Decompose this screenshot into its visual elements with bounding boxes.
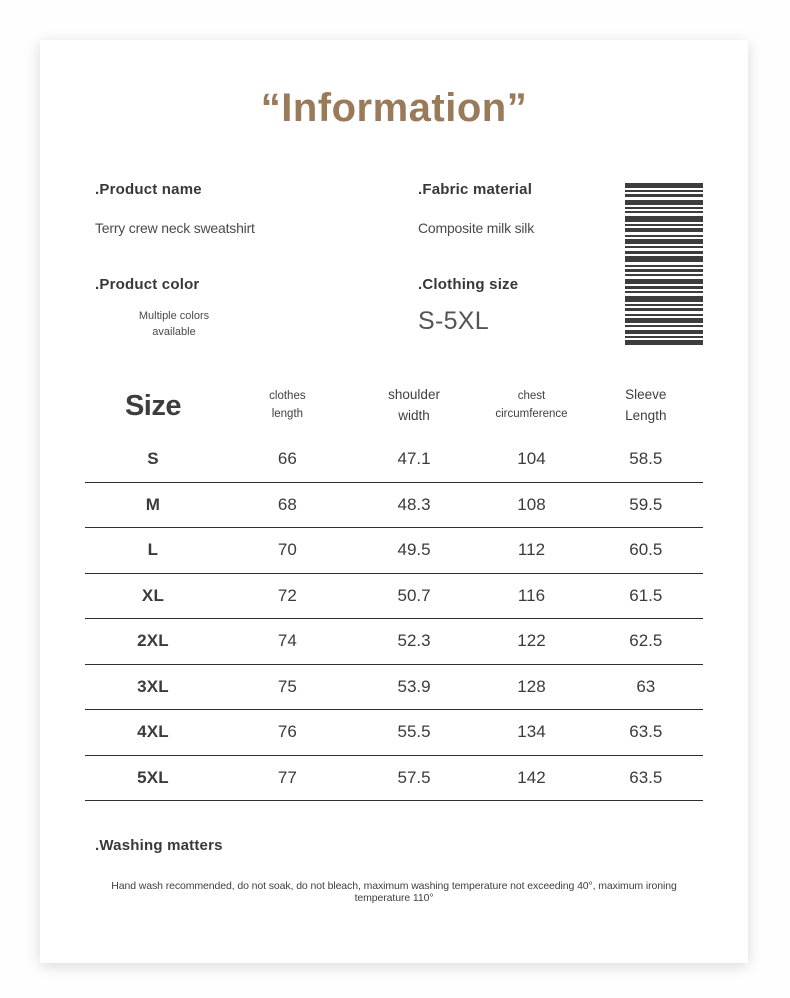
value-cell: 128 <box>517 676 546 696</box>
page-title: “Information” <box>260 86 528 130</box>
product-name-value: Terry crew neck sweatshirt <box>95 220 255 236</box>
fabric-material-label: .Fabric material <box>418 181 533 198</box>
value-cell: 63.5 <box>629 722 663 742</box>
value-cell: 50.7 <box>397 585 431 605</box>
product-color-block <box>85 276 408 341</box>
value-cell: 63 <box>636 676 656 696</box>
size-cell: 5XL <box>137 767 169 787</box>
size-cell: XL <box>141 585 165 605</box>
size-cell: S <box>147 449 159 469</box>
product-info-card <box>40 40 748 963</box>
product-color-value-line2: available <box>152 325 196 338</box>
size-table <box>85 375 703 801</box>
table-header-row <box>85 375 703 437</box>
value-cell: 76 <box>277 722 297 742</box>
value-cell: 52.3 <box>397 631 431 651</box>
value-cell: 74 <box>277 631 297 651</box>
size-column-header: Size <box>124 389 181 422</box>
value-cell: 47.1 <box>397 449 431 469</box>
washing-label: .Washing matters <box>95 837 223 854</box>
column-header-sleeve-length: Sleeve Length <box>625 387 667 423</box>
product-name-block <box>85 181 408 236</box>
washing-instructions: Hand wash recommended, do not soak, do not bleach, maximum washing temperature not exceeding 40°, maximum ironing temperature 110° <box>111 880 677 904</box>
value-cell: 116 <box>517 585 546 605</box>
table-row <box>85 574 703 620</box>
value-cell: 104 <box>517 449 546 469</box>
size-cell: 4XL <box>137 722 169 742</box>
info-left-column <box>85 181 408 345</box>
value-cell: 62.5 <box>629 631 663 651</box>
size-cell: L <box>147 540 159 560</box>
value-cell: 142 <box>517 767 546 787</box>
value-cell: 49.5 <box>397 540 431 560</box>
column-header-shoulder-width: shoulder width <box>388 387 440 423</box>
value-cell: 77 <box>277 767 297 787</box>
product-color-label: .Product color <box>95 276 200 293</box>
fabric-material-block <box>408 181 625 236</box>
value-cell: 48.3 <box>397 494 431 514</box>
value-cell: 66 <box>277 449 297 469</box>
table-row <box>85 437 703 483</box>
column-header-chest-circumference: chest circumference <box>495 390 568 420</box>
size-cell: 2XL <box>137 631 169 651</box>
value-cell: 60.5 <box>629 540 663 560</box>
size-cell: M <box>145 494 161 514</box>
product-color-value-line1: Multiple colors <box>138 310 210 322</box>
product-name-label: .Product name <box>95 181 202 198</box>
info-section <box>85 181 703 345</box>
product-color-value <box>99 309 249 341</box>
table-row <box>85 756 703 802</box>
value-cell: 75 <box>277 676 297 696</box>
value-cell: 122 <box>517 631 546 651</box>
value-cell: 72 <box>277 585 297 605</box>
value-cell: 70 <box>277 540 297 560</box>
value-cell: 108 <box>517 494 546 514</box>
value-cell: 57.5 <box>397 767 431 787</box>
table-row <box>85 665 703 711</box>
clothing-size-value: S-5XL <box>418 307 489 335</box>
value-cell: 68 <box>277 494 297 514</box>
table-row <box>85 710 703 756</box>
value-cell: 59.5 <box>629 494 663 514</box>
clothing-size-block <box>408 276 625 336</box>
value-cell: 53.9 <box>397 676 431 696</box>
table-row <box>85 528 703 574</box>
value-cell: 134 <box>517 722 546 742</box>
info-right-column <box>408 181 625 345</box>
table-row <box>85 483 703 529</box>
table-row <box>85 619 703 665</box>
size-cell: 3XL <box>137 676 169 696</box>
value-cell: 61.5 <box>629 585 663 605</box>
value-cell: 63.5 <box>629 767 663 787</box>
washing-section <box>85 837 703 904</box>
clothing-size-label: .Clothing size <box>418 276 519 293</box>
value-cell: 58.5 <box>629 449 663 469</box>
value-cell: 55.5 <box>397 722 431 742</box>
column-header-clothes-length: clothes length <box>269 390 306 420</box>
value-cell: 112 <box>517 540 546 560</box>
barcode <box>625 181 703 345</box>
fabric-material-value: Composite milk silk <box>418 220 534 236</box>
